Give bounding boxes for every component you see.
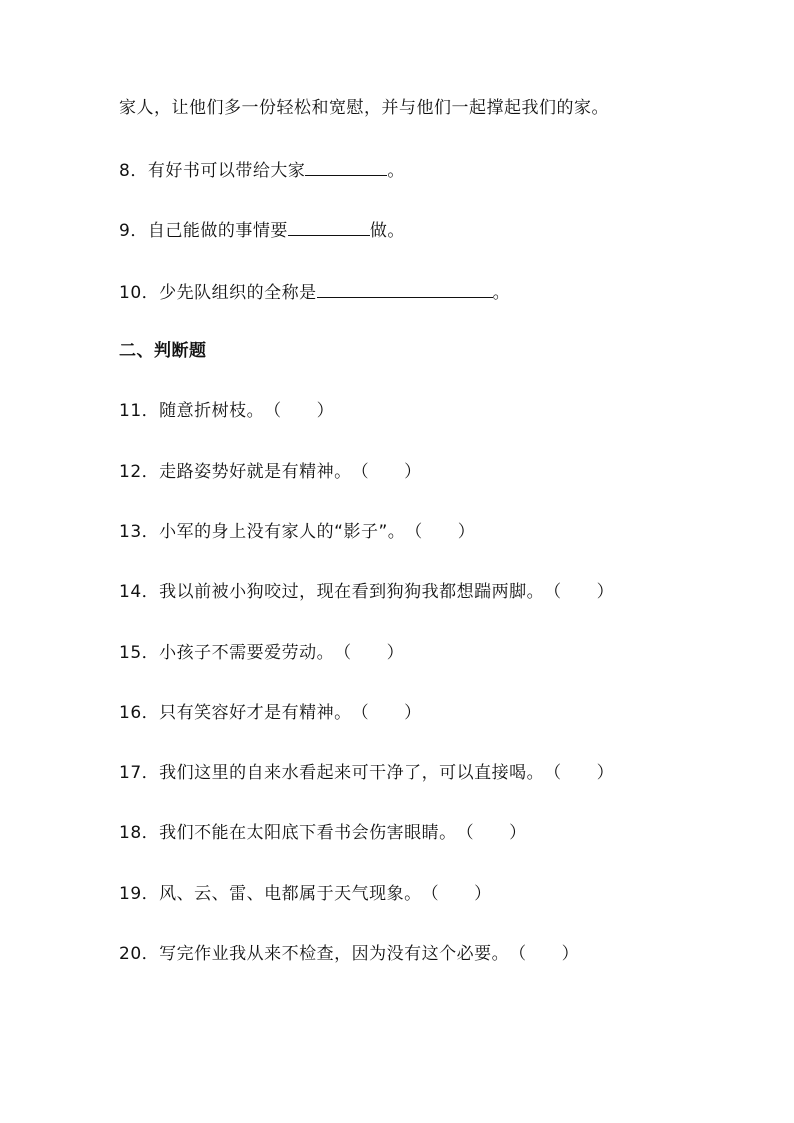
question-17 <box>119 761 614 785</box>
question-number: 14． <box>119 582 160 602</box>
question-20 <box>119 942 579 966</box>
question-suffix: 做。 <box>369 221 405 241</box>
question-number: 10． <box>119 283 160 303</box>
answer-parentheses[interactable]: （ ） <box>334 643 405 663</box>
answer-parentheses[interactable]: （ ） <box>351 462 422 482</box>
question-15 <box>119 641 404 665</box>
question-text: 小孩子不需要爱劳动。 <box>159 643 335 663</box>
question-text: 风、云、雷、电都属于天气现象。 <box>159 884 422 904</box>
question-number: 17． <box>119 763 160 783</box>
answer-parentheses[interactable]: （ ） <box>456 823 527 843</box>
answer-blank[interactable] <box>305 157 387 176</box>
question-11 <box>119 399 334 423</box>
answer-parentheses[interactable]: （ ） <box>509 944 580 964</box>
answer-parentheses[interactable]: （ ） <box>544 582 615 602</box>
question-number: 9． <box>119 221 148 241</box>
answer-blank[interactable] <box>317 279 493 298</box>
question-text: 走路姿势好就是有精神。 <box>159 462 352 482</box>
question-text: 随意折树枝。 <box>159 401 265 421</box>
continuation-text: 家人，让他们多一份轻松和宽慰，并与他们一起撑起我们的家。 <box>119 98 609 118</box>
question-number: 16． <box>119 703 160 723</box>
question-number: 13． <box>119 522 160 542</box>
question-text: 我以前被小狗咬过，现在看到狗狗我都想踹两脚。 <box>159 582 545 602</box>
question-number: 19． <box>119 884 160 904</box>
question-number: 18． <box>119 823 160 843</box>
answer-parentheses[interactable]: （ ） <box>351 703 422 723</box>
question-14 <box>119 580 614 604</box>
question-text: 我们不能在太阳底下看书会伤害眼睛。 <box>159 823 457 843</box>
question-text: 只有笑容好才是有精神。 <box>159 703 352 723</box>
question-12 <box>119 460 422 484</box>
question-text: 少先队组织的全称是 <box>159 283 317 303</box>
question-suffix: 。 <box>492 283 511 303</box>
question-19 <box>119 882 492 906</box>
question-text: 自己能做的事情要 <box>147 221 288 241</box>
question-text: 我们这里的自来水看起来可干净了，可以直接喝。 <box>159 763 545 783</box>
question-18 <box>119 821 527 845</box>
answer-blank[interactable] <box>288 217 370 236</box>
question-10 <box>119 279 510 305</box>
answer-parentheses[interactable]: （ ） <box>544 763 615 783</box>
question-number: 11． <box>119 401 160 421</box>
question-text: 写完作业我从来不检查，因为没有这个必要。 <box>159 944 510 964</box>
answer-parentheses[interactable]: （ ） <box>264 401 335 421</box>
question-suffix: 。 <box>387 161 405 181</box>
section-title: 二、判断题 <box>119 341 207 361</box>
question-number: 12． <box>119 462 160 482</box>
question-number: 8． <box>119 161 148 181</box>
answer-parentheses[interactable]: （ ） <box>405 522 476 542</box>
question-text: 小军的身上没有家人的“影子”。 <box>159 522 406 542</box>
question-number: 15． <box>119 643 160 663</box>
question-9 <box>119 217 405 243</box>
question-number: 20． <box>119 944 160 964</box>
answer-parentheses[interactable]: （ ） <box>421 884 492 904</box>
question-13 <box>119 520 475 544</box>
question-text: 有好书可以带给大家 <box>147 161 306 181</box>
question-16 <box>119 701 422 725</box>
question-8 <box>119 157 405 183</box>
